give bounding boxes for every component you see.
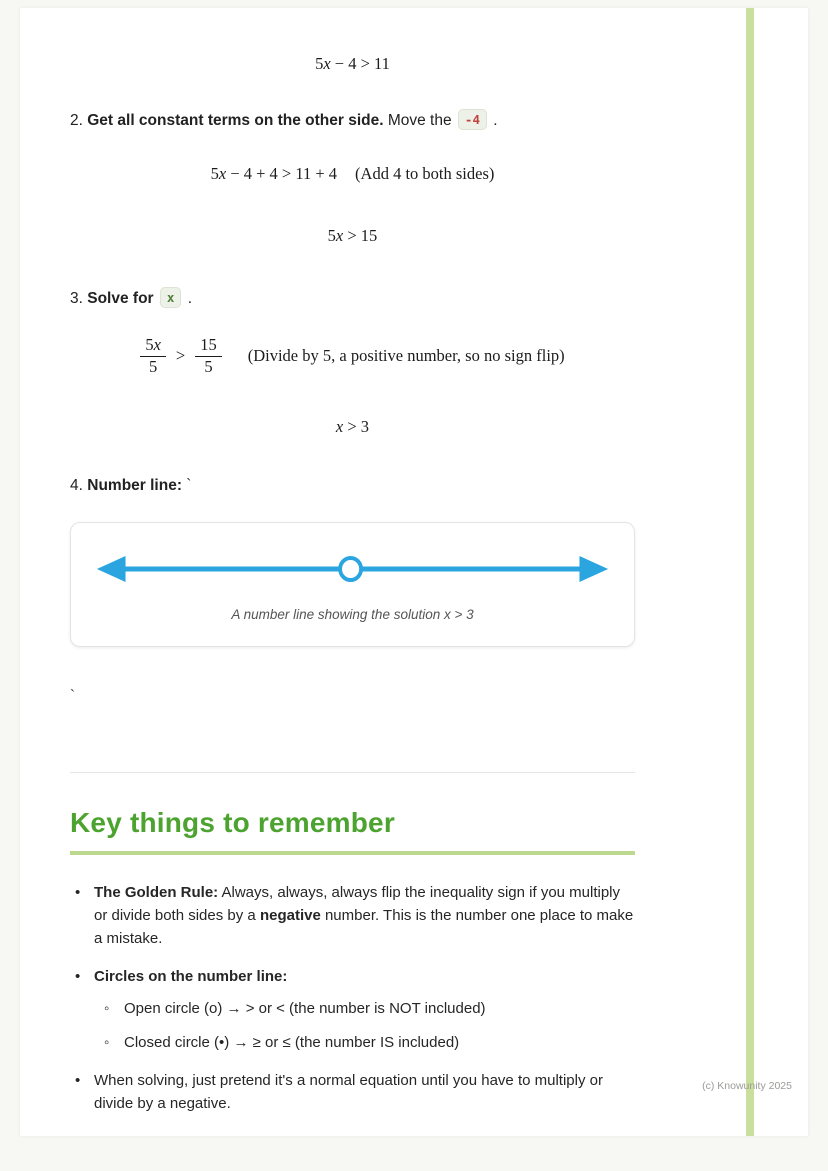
step-end: . bbox=[187, 290, 193, 308]
math-coefficient: 5 bbox=[145, 334, 154, 354]
math-expression: > 3 bbox=[343, 417, 370, 437]
step-number: 2. bbox=[70, 112, 83, 129]
step-text: Move the bbox=[387, 112, 452, 129]
fraction-numerator bbox=[140, 335, 166, 356]
step-bold-text: Get all constant terms on the other side. bbox=[87, 112, 384, 129]
equation-5x-gt-15 bbox=[70, 226, 635, 246]
open-circle-marker bbox=[340, 558, 361, 580]
number-line-caption: A number line showing the solution x > 3 bbox=[231, 606, 474, 622]
equation-divide bbox=[70, 335, 635, 377]
equation-add4 bbox=[70, 164, 635, 184]
equation-solution bbox=[70, 417, 635, 437]
bullet-text: Always, always, always flip the inequality sign if you multiply or divide both sides by a bbox=[94, 883, 621, 924]
bullet-bold-text: The Golden Rule: bbox=[94, 883, 219, 901]
fraction-denominator: 5 bbox=[140, 356, 166, 378]
list-item-golden-rule bbox=[70, 881, 635, 951]
math-expression: > 15 bbox=[343, 226, 378, 246]
list-item-pretend: • When solving, just pretend it's a normal equation until you have to multiply or divide by a negative. bbox=[70, 1069, 635, 1116]
step-2 bbox=[70, 110, 635, 132]
equation-initial bbox=[70, 54, 635, 74]
math-variable: x bbox=[335, 417, 344, 437]
section-heading: Key things to remember bbox=[70, 807, 635, 855]
sub-item-closed-circle: ◦ Closed circle (•) → ≥ or ≤ (the number IS included) bbox=[102, 1031, 635, 1054]
inequality-sign: > bbox=[175, 346, 186, 366]
math-variable: x bbox=[153, 334, 161, 354]
circle-types-sublist bbox=[94, 997, 635, 1055]
math-expression: − 4 + 4 > 11 + 4 bbox=[226, 164, 338, 184]
math-expression: − 4 > 11 bbox=[330, 54, 390, 73]
math-coefficient: 5 bbox=[315, 54, 324, 73]
fraction-left bbox=[140, 335, 166, 377]
number-line-card bbox=[70, 522, 635, 647]
fraction-right bbox=[195, 335, 222, 377]
number-line-graphic bbox=[89, 543, 616, 591]
number-line-svg bbox=[95, 547, 610, 591]
right-arrow-icon bbox=[579, 556, 608, 582]
step-bold-text: Number line: bbox=[87, 477, 182, 495]
math-variable: x bbox=[323, 54, 331, 73]
bullet-bold-word: negative bbox=[259, 906, 321, 924]
copyright: (c) Knowunity 2025 bbox=[702, 1080, 792, 1092]
step-number: 4. bbox=[70, 477, 83, 495]
math-coefficient: 5 bbox=[327, 226, 336, 246]
step-end: . bbox=[493, 112, 498, 129]
key-points-list bbox=[70, 881, 635, 1116]
bullet-text: number. This is the number one place to make a mistake. bbox=[94, 906, 634, 948]
left-arrow-icon bbox=[97, 556, 126, 582]
step-bold-text: Solve for bbox=[87, 290, 154, 308]
fraction-denominator: 5 bbox=[195, 356, 222, 378]
math-variable: x bbox=[335, 226, 344, 246]
step-number: 3. bbox=[70, 290, 83, 308]
list-item-circles bbox=[70, 965, 635, 1054]
step-3 bbox=[70, 288, 635, 310]
inline-code-neg4: -4 bbox=[458, 109, 487, 130]
step-end: ` bbox=[186, 477, 192, 495]
bullet-bold-text: Circles on the number line: bbox=[94, 968, 288, 986]
fraction-numerator: 15 bbox=[200, 334, 217, 354]
document-page bbox=[20, 8, 808, 1136]
stray-backtick: ` bbox=[70, 686, 75, 704]
math-variable: x bbox=[218, 164, 227, 184]
equation-annotation: (Add 4 to both sides) bbox=[355, 164, 495, 184]
equation-annotation: (Divide by 5, a positive number, so no sign flip) bbox=[247, 346, 565, 366]
section-divider bbox=[70, 772, 635, 773]
step-4 bbox=[70, 475, 635, 497]
inline-code-x: x bbox=[160, 287, 182, 308]
math-coefficient: 5 bbox=[210, 164, 219, 184]
sub-item-open-circle: ◦ Open circle (o) → > or < (the number is NOT included) bbox=[102, 997, 635, 1020]
document-content bbox=[20, 8, 808, 1116]
